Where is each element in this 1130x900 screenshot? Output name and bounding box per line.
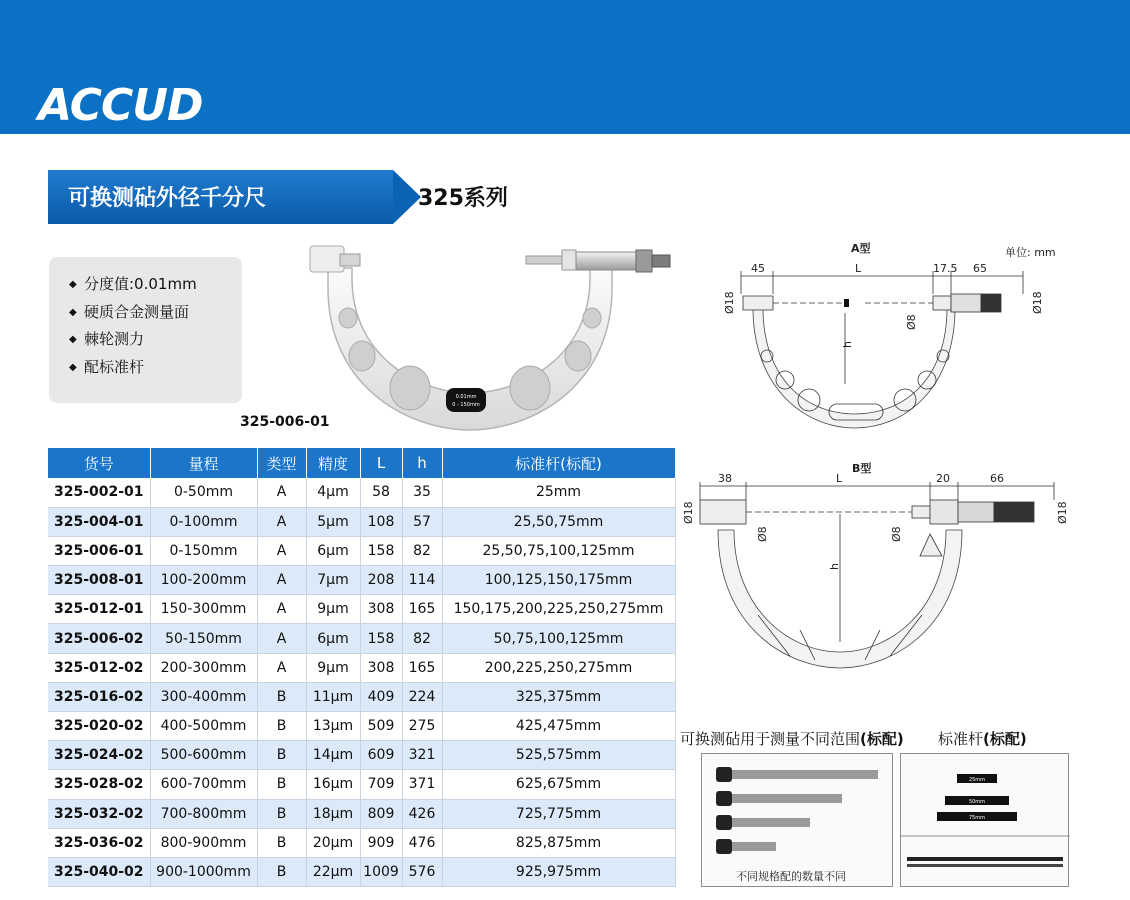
cell-range: 300-400mm (150, 682, 257, 711)
cell-range: 900-1000mm (150, 857, 257, 886)
diagram-b-title: B型 (852, 462, 872, 475)
cell-rod: 725,775mm (442, 799, 675, 828)
cell-accuracy: 22μm (306, 857, 360, 886)
cell-L: 409 (360, 682, 402, 711)
rod-label-25: 25mm (968, 777, 986, 783)
cell-accuracy: 5μm (306, 507, 360, 536)
cell-type: A (257, 507, 306, 536)
cell-h: 114 (402, 566, 442, 595)
standard-rods-illustration (901, 754, 1070, 888)
dim-38: 38 (718, 472, 732, 485)
cell-range: 100-200mm (150, 566, 257, 595)
cell-model: 325-016-02 (48, 682, 150, 711)
col-header-range: 量程 (150, 448, 257, 478)
micrometer-photo (300, 238, 680, 438)
bullet-icon: ◆ (69, 361, 77, 373)
unit-label: 单位: mm (1005, 246, 1056, 259)
dim-dia18-right-b: Ø18 (1056, 501, 1069, 524)
cell-rod: 200,225,250,275mm (442, 653, 675, 682)
anvils-image (701, 753, 893, 887)
cell-h: 224 (402, 682, 442, 711)
cell-accuracy: 4μm (306, 478, 360, 507)
cell-type: A (257, 624, 306, 653)
cell-rod: 325,375mm (442, 682, 675, 711)
cell-type: B (257, 828, 306, 857)
anvils-heading: 可换测砧用于测量不同范围(标配) (680, 730, 904, 748)
cell-rod: 25,50,75,100,125mm (442, 536, 675, 565)
cell-model: 325-006-01 (48, 536, 150, 565)
diagram-a-title: A型 (851, 242, 871, 255)
cell-L: 108 (360, 507, 402, 536)
anvils-note: 不同规格配的数量不同 (736, 870, 846, 883)
table-row (48, 478, 675, 507)
dim-h-b: h (828, 563, 841, 570)
cell-accuracy: 9μm (306, 595, 360, 624)
cell-L: 709 (360, 770, 402, 799)
cell-h: 371 (402, 770, 442, 799)
table-row (48, 828, 675, 857)
dim-dia18-right-a: Ø18 (1031, 291, 1044, 314)
diagram-type-b (680, 460, 1090, 690)
bullet-icon: ◆ (69, 334, 77, 345)
cell-L: 1009 (360, 857, 402, 886)
cell-L: 58 (360, 478, 402, 507)
cell-h: 426 (402, 799, 442, 828)
cell-rod: 25,50,75mm (442, 507, 675, 536)
cell-L: 308 (360, 595, 402, 624)
feature-item: ◆ 棘轮测力 (69, 326, 242, 354)
cell-L: 809 (360, 799, 402, 828)
cell-model: 325-004-01 (48, 507, 150, 536)
cell-rod: 150,175,200,225,250,275mm (442, 595, 675, 624)
dim-dia18-left-a: Ø18 (723, 291, 736, 314)
cell-rod: 525,575mm (442, 741, 675, 770)
col-header-accuracy: 精度 (306, 448, 360, 478)
col-header-L: L (360, 448, 402, 478)
cell-accuracy: 13μm (306, 712, 360, 741)
feature-list (49, 257, 242, 403)
diagram-type-a (705, 238, 1085, 448)
header-bar (0, 0, 1130, 134)
cell-accuracy: 9μm (306, 653, 360, 682)
cell-model: 325-040-02 (48, 857, 150, 886)
cell-h: 35 (402, 478, 442, 507)
table-row (48, 595, 675, 624)
title-bar (48, 170, 648, 224)
dial-label-1: 0.01mm (455, 394, 477, 400)
dial-label-2: 0 - 150mm (452, 402, 480, 408)
cell-L: 509 (360, 712, 402, 741)
cell-h: 82 (402, 536, 442, 565)
cell-model: 325-028-02 (48, 770, 150, 799)
dim-L-a: L (855, 262, 862, 275)
cell-model: 325-012-02 (48, 653, 150, 682)
rod-label-50: 50mm (968, 799, 986, 805)
cell-model: 325-024-02 (48, 741, 150, 770)
cell-type: A (257, 595, 306, 624)
cell-accuracy: 14μm (306, 741, 360, 770)
brand-logo: ACCUD (38, 80, 203, 131)
cell-model: 325-002-01 (48, 478, 150, 507)
table-row (48, 624, 675, 653)
bullet-icon: ◆ (69, 306, 77, 318)
cell-L: 158 (360, 624, 402, 653)
table-row (48, 507, 675, 536)
cell-h: 57 (402, 507, 442, 536)
cell-range: 700-800mm (150, 799, 257, 828)
cell-type: B (257, 799, 306, 828)
cell-model: 325-036-02 (48, 828, 150, 857)
table-row (48, 712, 675, 741)
cell-h: 275 (402, 712, 442, 741)
cell-h: 82 (402, 624, 442, 653)
feature-item: ◆ 分度值:0.01mm (69, 271, 242, 299)
table-body (48, 478, 675, 887)
cell-accuracy: 18μm (306, 799, 360, 828)
cell-h: 321 (402, 741, 442, 770)
cell-rod: 625,675mm (442, 770, 675, 799)
dim-dia8-left-b: Ø8 (756, 526, 769, 542)
cell-type: A (257, 536, 306, 565)
cell-range: 500-600mm (150, 741, 257, 770)
table-row (48, 653, 675, 682)
dim-h-a: h (841, 341, 854, 348)
cell-rod: 425,475mm (442, 712, 675, 741)
cell-range: 50-150mm (150, 624, 257, 653)
cell-model: 325-020-02 (48, 712, 150, 741)
cell-range: 200-300mm (150, 653, 257, 682)
product-caption: 325-006-01 (240, 414, 330, 430)
table-row (48, 857, 675, 886)
cell-type: A (257, 566, 306, 595)
table-row (48, 799, 675, 828)
cell-rod: 25mm (442, 478, 675, 507)
cell-L: 308 (360, 653, 402, 682)
cell-type: B (257, 741, 306, 770)
cell-model: 325-032-02 (48, 799, 150, 828)
cell-L: 208 (360, 566, 402, 595)
cell-L: 609 (360, 741, 402, 770)
bullet-icon: ◆ (69, 279, 77, 290)
cell-type: A (257, 653, 306, 682)
cell-model: 325-006-02 (48, 624, 150, 653)
table-row (48, 682, 675, 711)
rod-label-75: 75mm (968, 815, 986, 821)
cell-rod: 50,75,100,125mm (442, 624, 675, 653)
cell-range: 0-150mm (150, 536, 257, 565)
page-title: 可换测砧外径千分尺 (68, 186, 267, 211)
cell-accuracy: 16μm (306, 770, 360, 799)
series-title: 325系列 (418, 186, 508, 211)
table-row (48, 741, 675, 770)
table-row (48, 566, 675, 595)
dim-45: 45 (751, 262, 765, 275)
cell-type: B (257, 857, 306, 886)
dim-66: 66 (990, 472, 1004, 485)
dim-L-b: L (836, 472, 843, 485)
dim-dia8-a: Ø8 (905, 314, 918, 330)
cell-range: 0-50mm (150, 478, 257, 507)
cell-range: 800-900mm (150, 828, 257, 857)
cell-h: 165 (402, 595, 442, 624)
cell-model: 325-012-01 (48, 595, 150, 624)
title-arrow (393, 170, 421, 224)
cell-accuracy: 20μm (306, 828, 360, 857)
cell-range: 150-300mm (150, 595, 257, 624)
table-row (48, 770, 675, 799)
feature-item: ◆ 硬质合金测量面 (69, 299, 242, 327)
cell-range: 600-700mm (150, 770, 257, 799)
cell-L: 158 (360, 536, 402, 565)
dim-17-5: 17.5 (933, 262, 958, 275)
cell-accuracy: 7μm (306, 566, 360, 595)
cell-h: 476 (402, 828, 442, 857)
col-header-model: 货号 (48, 448, 150, 478)
cell-L: 909 (360, 828, 402, 857)
spec-table (48, 448, 676, 887)
cell-rod: 925,975mm (442, 857, 675, 886)
rods-heading: 标准杆(标配) (938, 730, 1027, 748)
col-header-type: 类型 (257, 448, 306, 478)
cell-range: 0-100mm (150, 507, 257, 536)
cell-h: 576 (402, 857, 442, 886)
col-header-rod: 标准杆(标配) (442, 448, 675, 478)
cell-accuracy: 11μm (306, 682, 360, 711)
dim-dia8-right-b: Ø8 (890, 526, 903, 542)
cell-accuracy: 6μm (306, 624, 360, 653)
cell-h: 165 (402, 653, 442, 682)
feature-item: ◆ 配标准杆 (69, 354, 242, 382)
cell-rod: 100,125,150,175mm (442, 566, 675, 595)
cell-accuracy: 6μm (306, 536, 360, 565)
table-row (48, 536, 675, 565)
col-header-h: h (402, 448, 442, 478)
cell-type: B (257, 770, 306, 799)
dim-65: 65 (973, 262, 987, 275)
cell-rod: 825,875mm (442, 828, 675, 857)
cell-type: A (257, 478, 306, 507)
rods-image (900, 753, 1069, 887)
dim-dia18-left-b: Ø18 (682, 501, 695, 524)
table-header-row (48, 448, 675, 478)
cell-type: B (257, 712, 306, 741)
cell-range: 400-500mm (150, 712, 257, 741)
dim-20: 20 (936, 472, 950, 485)
cell-type: B (257, 682, 306, 711)
cell-model: 325-008-01 (48, 566, 150, 595)
